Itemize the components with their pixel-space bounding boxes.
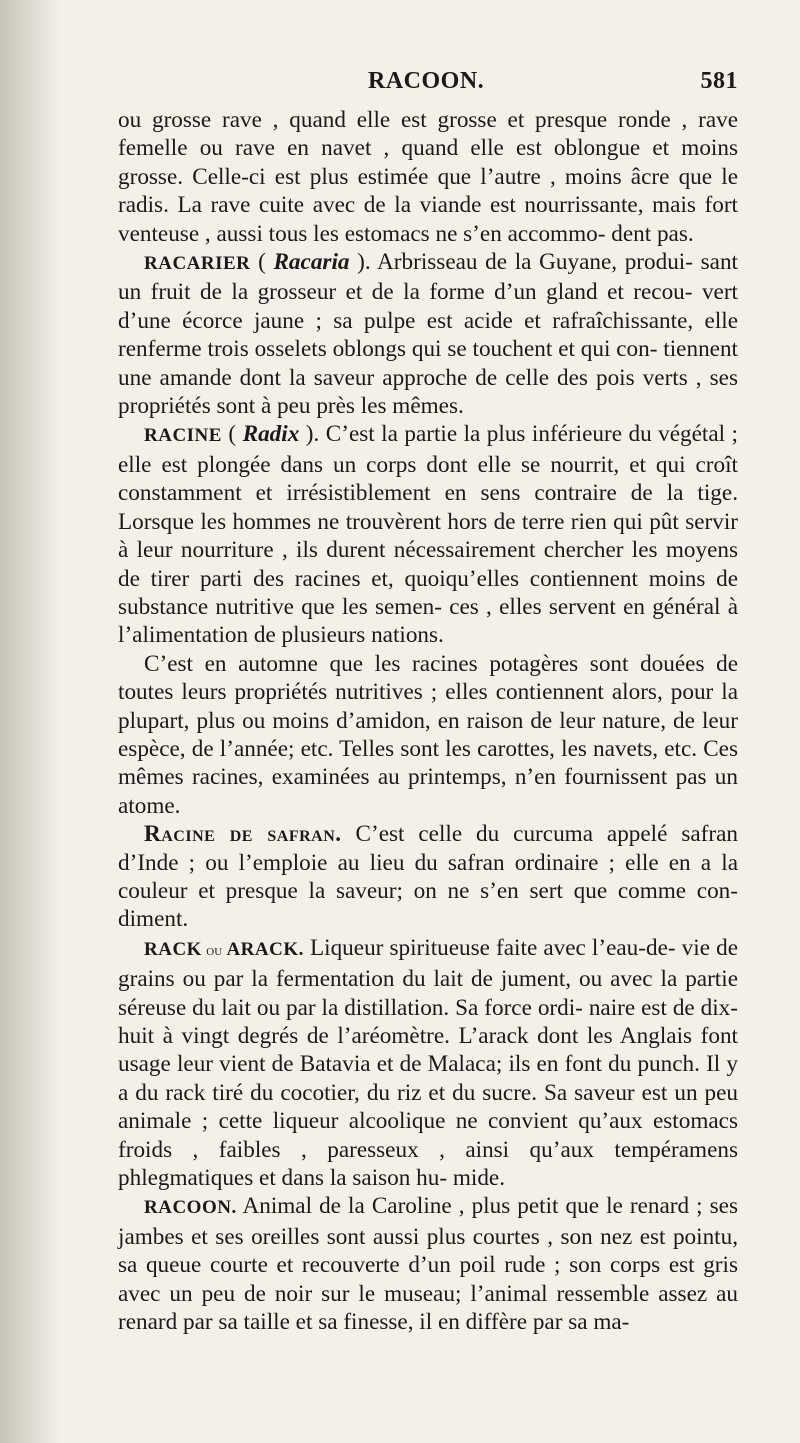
running-title: RACOON. [368, 68, 485, 94]
entry-headword: Racine de safran. [144, 821, 342, 848]
entry-racoon [118, 1192, 738, 1336]
entry-racine-paragraph-2 [118, 650, 738, 820]
entry-text: C’est en automne que les racines potagères sont douées de toutes leurs propriétés nutritives ; elles contiennent alors, pour la plupart, plus ou moins d’amidon, en raison de leur nature, de leur espèce, de l’année; etc. Telles sont les carottes, les navets, etc. Ces mêmes racines, examinées au printemps, n’en fournissent pas un atome. [118, 650, 738, 819]
entry-rave-continuation [118, 106, 738, 248]
entry-headword-alt: ARACK. [226, 938, 304, 960]
running-head [118, 68, 738, 106]
page-number: 581 [700, 68, 738, 94]
entry-headword: RACK [144, 938, 202, 960]
dictionary-text [118, 106, 738, 1336]
entry-paren-open: ( [250, 249, 274, 276]
entry-paren-open: ( [221, 421, 243, 448]
entry-racine [118, 420, 738, 649]
entry-headword: RACOON. [144, 1197, 237, 1219]
entry-text: ). C’est la partie la plus inférieure du végétal ; elle est plongée dans un corps dont elle se nourrit, et qui croît constamment et irrésistiblement en sens contraire de la tige. Lorsque les hommes ne trouvèrent hors de terre rien qui pût servir à leur nourriture , ils durent nécessairement chercher les moyens de tirer parti des racines et, quoiqu’elles contiennent moins de substance nutritive que les semen- ces , elles servent en général à l’alimentation de plusieurs nations. [118, 421, 738, 649]
entry-text: ). Arbrisseau de la Guyane, produi- sant un fruit de la grosseur et de la forme d’un gland et recou- vert d’une écorce jaune ; sa pulpe est acide et rafraîchissante, elle renferme trois osselets oblongs qui se touchent et qui con- tiennent une amande dont la saveur approche de celle des pois verts , ses propriétés sont à peu près les mêmes. [118, 249, 738, 420]
entry-racarier [118, 248, 738, 420]
entry-rack [118, 934, 738, 1193]
entry-latin-name: Racaria [273, 249, 350, 276]
entry-conjunction: ou [201, 941, 227, 959]
entry-text: Animal de la Caroline , plus petit que le renard ; ses jambes et ses oreilles sont aussi plus courtes , son nez est pointu, sa queue courte et recouverte d’un poil rude ; son corps est gris avec un peu de noir sur le museau; l’animal ressemble assez au renard par sa taille et sa finesse, il en diffère par sa ma- [118, 1193, 738, 1336]
binding-gutter-shadow [0, 0, 60, 1443]
entry-text: C’est celle du curcuma appelé safran d’Inde ; ou l’emploie au lieu du safran ordinaire ; elle en a la couleur et presque la saveur; on ne s’en sert que comme con- diment. [118, 821, 738, 933]
entry-latin-name: Radix [242, 421, 300, 448]
entry-headword: RACARIER [144, 253, 251, 275]
entry-text: ou grosse rave , quand elle est grosse et presque ronde , rave femelle ou rave en navet , quand elle est oblongue et moins grosse. Celle-ci est plus estimée que l’autre , moins âcre que le radis. La rave cuite avec de la viande est nourrissante, mais fort venteuse , aussi tous les estomacs ne s’en accommo- dent pas. [118, 107, 738, 247]
entry-text: Liqueur spiritueuse faite avec l’eau-de- vie de grains ou par la fermentation du lait de jument, ou avec la partie séreuse du lait ou par la distillation. Sa force ordi- naire est de dix-huit à vingt degrés de l’aréomètre. L’arack dont les Anglais font usage leur vient de Batavia et de Malaca; ils en font du punch. Il y a du rack tiré du cocotier, du riz et du sucre. Sa saveur est un peu animale ; cette liqueur alcoolique ne convient qu’aux estomacs froids , faibles , paresseux , ainsi qu’aux tempéramens phlegmatiques et dans la saison hu- mide. [118, 934, 738, 1192]
entry-headword: RACINE [144, 425, 222, 447]
entry-racine-de-safran [118, 820, 738, 934]
